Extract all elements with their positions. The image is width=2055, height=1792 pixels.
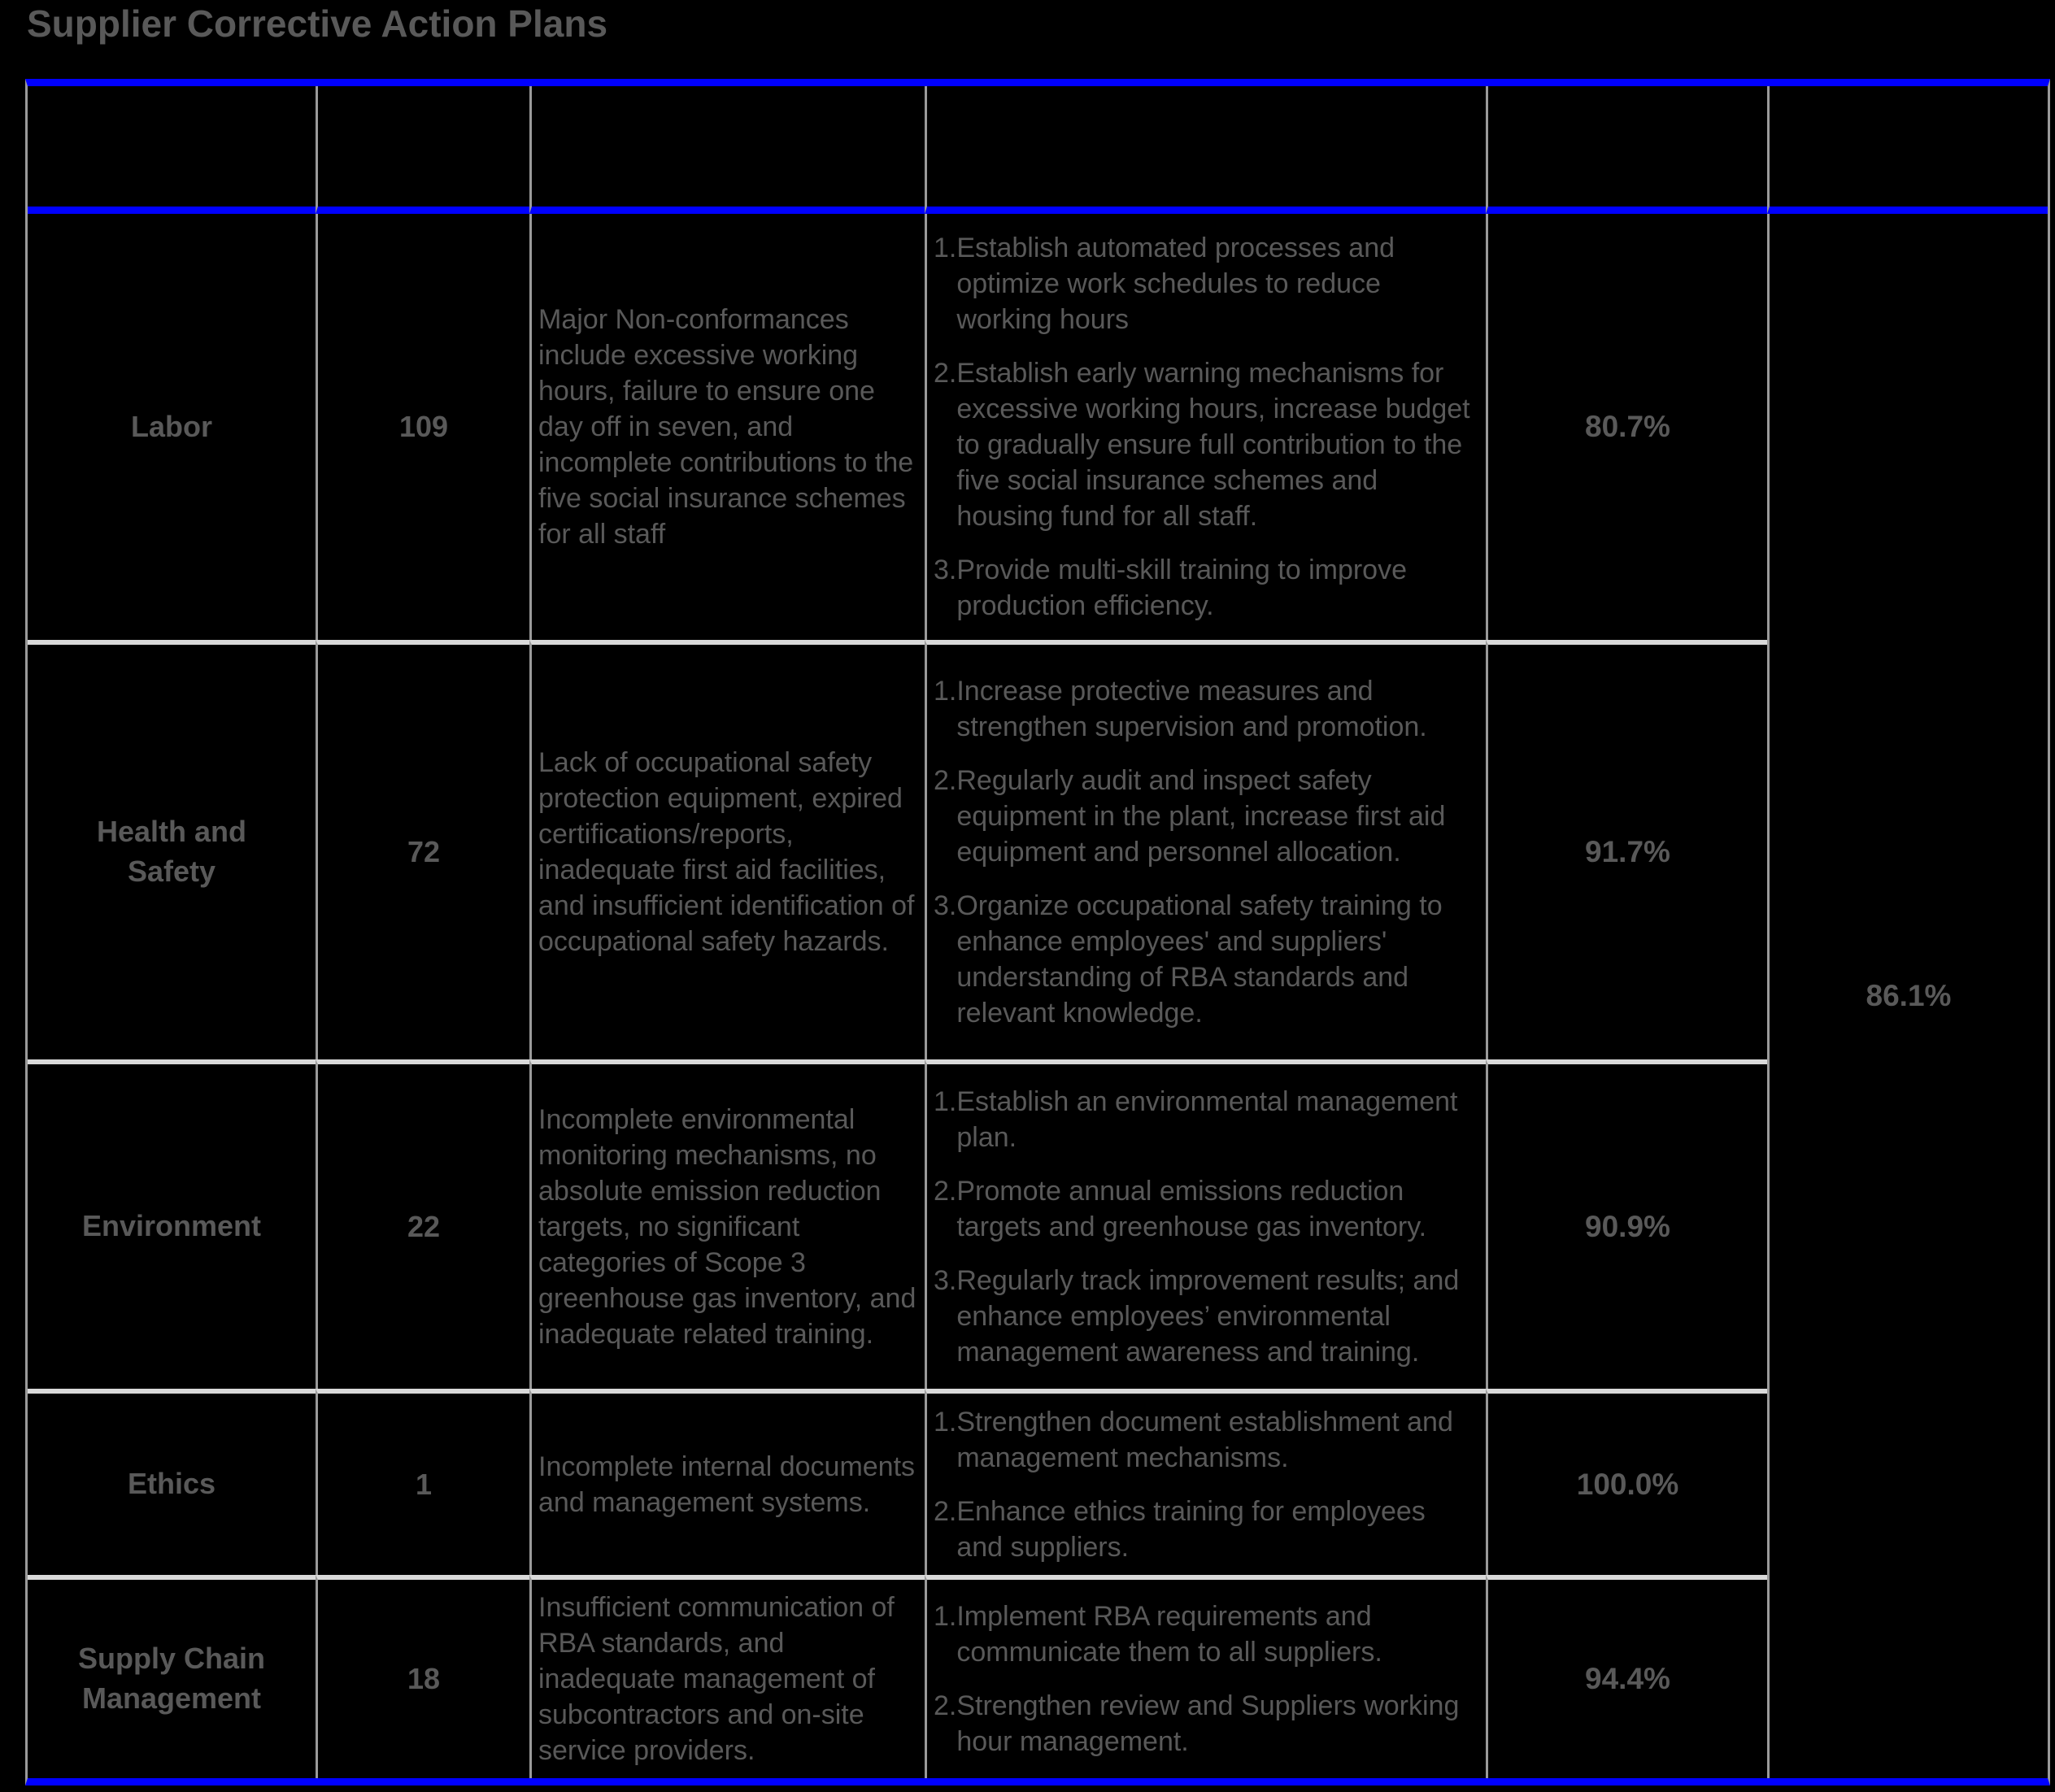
- action-text: Regularly audit and inspect safety equipment in the plant, increase first aid equipment and personnel allocation.: [956, 765, 1446, 868]
- action-text: Strengthen document establishment and management mechanisms.: [956, 1406, 1453, 1473]
- header-cell-6: [1767, 86, 2048, 214]
- action-text: Organize occupational safety training to enhance employees' and suppliers' understanding of RBA standards and relevant knowledge.: [956, 890, 1443, 1029]
- completion-cell-4: 100.0%: [1486, 1389, 1767, 1575]
- completion-cell-1: 80.7%: [1486, 214, 1767, 640]
- action-number: 1.: [934, 1406, 957, 1438]
- count-cell-1: 109: [316, 214, 529, 640]
- nonconformance-cell-5: Insufficient communication of RBA standards, and inadequate management of subcontractors and on-site service providers.: [529, 1575, 925, 1778]
- action-item: [934, 763, 1473, 870]
- action-item: [934, 230, 1473, 337]
- nonconformance-cell-2: Lack of occupational safety protection equipment, expired certifications/reports, inadequate first aid facilities, and insufficient identification of occupational safety hazards.: [529, 640, 925, 1059]
- nonconformance-cell-4: Incomplete internal documents and management systems.: [529, 1389, 925, 1575]
- action-number: 2.: [934, 1175, 957, 1207]
- action-item: [934, 673, 1473, 745]
- nonconformance-cell-1: Major Non-conformances include excessive working hours, failure to ensure one day off in seven, and incomplete contributions to the five social insurance schemes for all staff: [529, 214, 925, 640]
- action-text: Regularly track improvement results; and enhance employees’ environmental management awareness and training.: [956, 1264, 1460, 1368]
- action-number: 2.: [934, 1690, 957, 1721]
- action-item: [934, 355, 1473, 534]
- corrective-action-table: [25, 79, 2050, 1785]
- action-item: [934, 552, 1473, 624]
- category-cell-1: Labor: [130, 409, 212, 443]
- action-item: [934, 1263, 1473, 1370]
- action-number: 3.: [934, 890, 957, 921]
- action-number: 3.: [934, 555, 957, 585]
- header-cell-5: [1486, 86, 1767, 214]
- actions-cell-1: [925, 214, 1486, 640]
- action-text: Increase protective measures and strengthen supervision and promotion.: [956, 676, 1427, 742]
- header-cell-2: [316, 86, 529, 214]
- category-cell-5: Supply Chain Management: [28, 1575, 316, 1778]
- action-text: Implement RBA requirements and communicate them to all suppliers.: [956, 1601, 1382, 1668]
- overall-completion-cell: 86.1%: [1767, 214, 2048, 1778]
- header-cell-1: [28, 86, 316, 214]
- action-item: [934, 1598, 1473, 1670]
- count-cell-4: 1: [316, 1389, 529, 1575]
- action-number: 1.: [934, 1601, 957, 1632]
- action-text: Enhance ethics training for employees and suppliers.: [956, 1495, 1426, 1563]
- action-text: Strengthen review and Suppliers working hour management.: [956, 1690, 1460, 1757]
- count-cell-5: 18: [316, 1575, 529, 1778]
- actions-cell-5: [925, 1575, 1486, 1778]
- header-cell-3: [529, 86, 925, 214]
- action-item: [934, 888, 1473, 1031]
- action-item: [934, 1494, 1473, 1565]
- action-item: [934, 1084, 1473, 1155]
- action-number: 3.: [934, 1264, 957, 1296]
- header-cell-4: [925, 86, 1486, 214]
- action-number: 2.: [934, 765, 957, 796]
- action-number: 1.: [934, 1085, 957, 1117]
- count-cell-2: 72: [316, 640, 529, 1059]
- action-text: Establish an environmental management plan.: [956, 1085, 1458, 1153]
- category-cell-2: Health and Safety: [28, 640, 316, 1059]
- actions-cell-2: [925, 640, 1486, 1059]
- nonconformance-cell-3: Incomplete environmental monitoring mechanisms, no absolute emission reduction targets, no significant categories of Scope 3 greenhouse gas inventory, and inadequate related training.: [529, 1059, 925, 1389]
- completion-cell-2: 91.7%: [1486, 640, 1767, 1059]
- actions-cell-4: [925, 1389, 1486, 1575]
- page-title: Supplier Corrective Action Plans: [27, 2, 608, 45]
- actions-cell-3: [925, 1059, 1486, 1389]
- action-item: [934, 1404, 1473, 1476]
- action-number: 1.: [934, 233, 957, 263]
- action-text: Establish early warning mechanisms for excessive working hours, increase budget to gradually ensure full contribution to the five social insurance schemes and housing fund for all staff.: [956, 358, 1470, 532]
- count-cell-3: 22: [316, 1059, 529, 1389]
- action-number: 2.: [934, 358, 957, 389]
- action-item: [934, 1688, 1473, 1759]
- action-number: 2.: [934, 1495, 957, 1527]
- action-number: 1.: [934, 676, 957, 707]
- action-text: Promote annual emissions reduction targets and greenhouse gas inventory.: [956, 1175, 1427, 1242]
- category-cell-3: Environment: [28, 1059, 316, 1389]
- completion-cell-5: 94.4%: [1486, 1575, 1767, 1778]
- action-text: Provide multi-skill training to improve production efficiency.: [956, 555, 1407, 621]
- action-item: [934, 1173, 1473, 1245]
- completion-cell-3: 90.9%: [1486, 1059, 1767, 1389]
- category-cell-4: Ethics: [28, 1389, 316, 1575]
- action-text: Establish automated processes and optimize work schedules to reduce working hours: [956, 233, 1395, 335]
